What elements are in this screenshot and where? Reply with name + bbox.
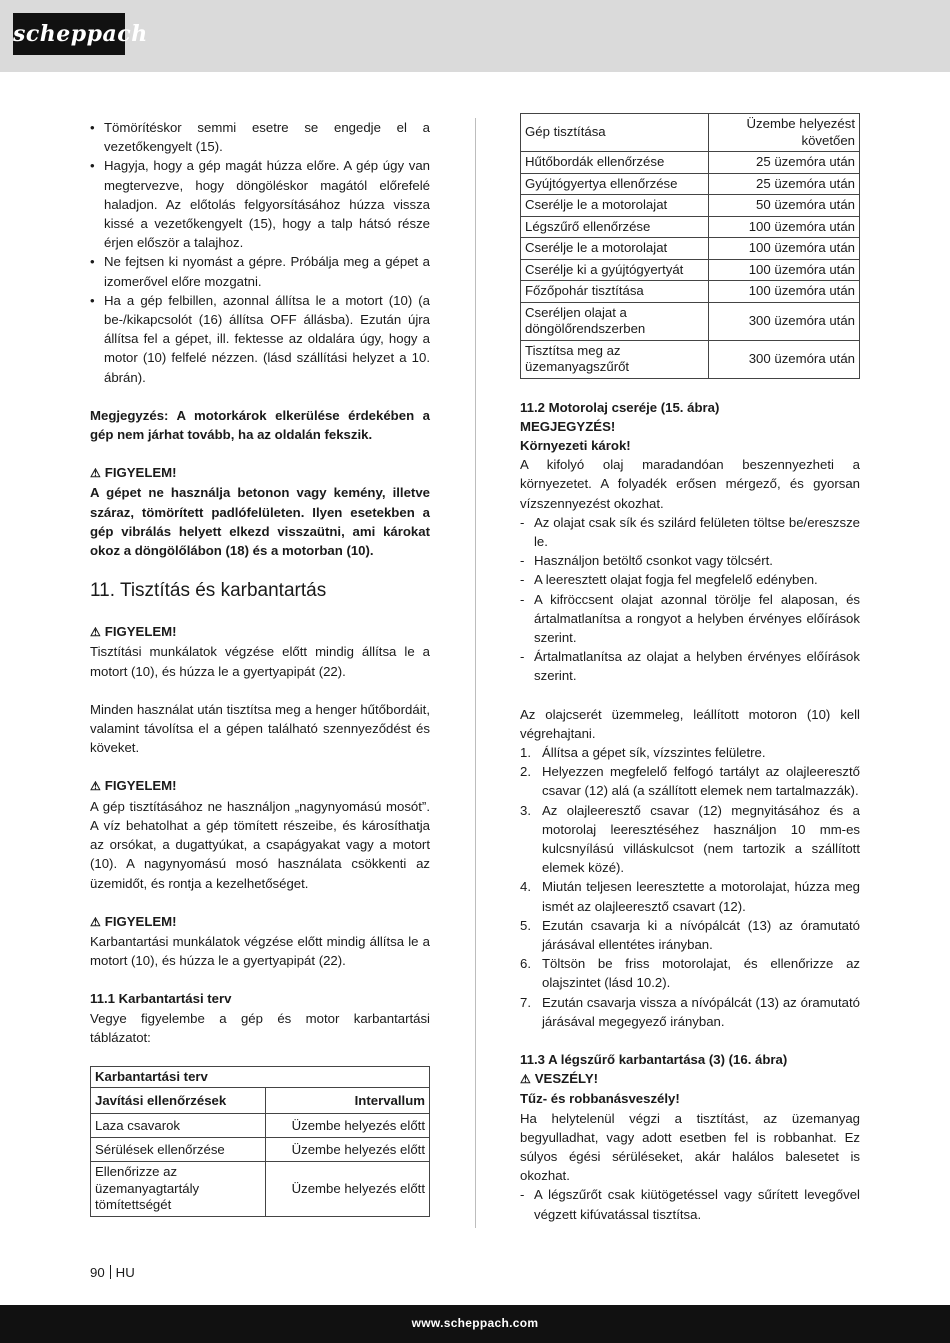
list-item: 4. Miután teljesen leeresztette a motorolajat, húzza meg ismét az olajleeresztő csavart (12). [520, 879, 860, 914]
table-row: Ellenőrizze az üzemanyagtartály tömítettségét Üzembe helyezés előtt [91, 1162, 430, 1217]
air-filter-list [520, 1185, 860, 1223]
table-row: Gyújtógyertya ellenőrzése 25 üzemóra után [521, 173, 860, 195]
bullet-item: • Tömörítéskor semmi esetre se engedje el a vezetőkengyelt (15). [90, 118, 430, 156]
warning-text: A gépet ne használja betonon vagy kemény, illetve száraz, tömörített padlófelületen. Ilyen esetekben a gép vibrálás helyett elkezd visszaütni, ami károkat okoz a döngölőlábon (18) és a motorban (10). [90, 485, 430, 559]
warning-triangle-icon: ⚠ [90, 914, 101, 929]
footer-bar [0, 1305, 950, 1343]
table-header: Intervallum [266, 1088, 430, 1114]
list-item: 6. Töltsön be friss motorolajat, és ellenőrizze az olajszintet (lásd 10.2). [520, 956, 860, 991]
table-title: Karbantartási terv [91, 1066, 430, 1088]
motor-damage-note: Megjegyzés: A motorkárok elkerülése érdekében a gép nem járhat tovább, ha az oldalán fekszik. [90, 407, 430, 443]
list-item: 3. Az olajleeresztő csavar (12) megnyitásához és a motorolaj leeresztéséhez használjon 10 mm-es kulcsnyílású villáskulcsot (nem tartozik a szállított elemek közé). [520, 802, 860, 876]
table-row: Cserélje ki a gyújtógyertyát 100 üzemóra után [521, 259, 860, 281]
table-row: Hűtőbordák ellenőrzése 25 üzemóra után [521, 152, 860, 174]
warning-heading: ⚠ FIGYELEM! [90, 463, 430, 483]
list-item: - Ártalmatlanítsa az olajat a helyben érvényes előírások szerint. [520, 647, 860, 685]
oil-handling-list [520, 513, 860, 686]
warning-triangle-icon: ⚠ [90, 779, 101, 794]
warning-triangle-icon: ⚠ [90, 466, 101, 481]
danger-heading: ⚠ VESZÉLY! [520, 1069, 860, 1089]
warning-heading: ⚠ FIGYELEM! [90, 622, 430, 642]
subsection-title: 11.1 Karbantartási terv [90, 991, 232, 1007]
website-link[interactable]: www.scheppach.com [411, 1316, 539, 1330]
warning-text: Tisztítási munkálatok végzése előtt mindig állítsa le a motort (10), és húzza le a gyertyapipát (22). [90, 644, 430, 679]
list-item: - A leeresztett olajat fogja fel megfelelő edényben. [520, 570, 860, 589]
note-label: MEGJEGYZÉS! [520, 418, 616, 434]
bullet-item: • Ha a gép felbillen, azonnal állítsa le a motort (10) (a be-/kikapcsolót (16) állítsa OFF állásba). Ezután újra állítsa fel a gépet, ill. fektesse az oldalára úgy, hogy a motor (10) felfelé nézzen. (lásd szállítási helyzet a 10. ábrán). [90, 291, 430, 387]
list-item: 7. Ezután csavarja vissza a nívópálcát (13) az óramutató járásával megegyező irányban. [520, 994, 860, 1029]
list-item: - Az olajat csak sík és szilárd felületen töltse be/ereszsze le. [520, 513, 860, 551]
table-header-row: Gép tisztítása Üzembe helyezést követően [521, 114, 860, 152]
warning-triangle-icon: ⚠ [90, 625, 101, 640]
list-item: 5. Ezután csavarja ki a nívópálcát (13) az óramutató járásával ellentétes irányban. [520, 917, 860, 952]
list-item: - Használjon betöltő csonkot vagy tölcsért. [520, 551, 860, 570]
table-row: Cserélje le a motorolajat 50 üzemóra után [521, 195, 860, 217]
warning-text: Karbantartási munkálatok végzése előtt mindig állítsa le a motort (10), és húzza le a gyertyapipát (22). [90, 933, 430, 969]
danger-text: Ha helytelenül végzi a tisztítást, az üzemanyag begyulladhat, vagy adott esetben fel is robbanhat. Ez súlyos égési sérüléseket, akár halálos balesetet is okozhat. [520, 1110, 860, 1184]
list-item: - A kifröccsent olajat azonnal törölje fel alaposan, és ártalmatlanítsa a rongyot a helyben érvényes előírások szerint. [520, 590, 860, 648]
subsection-title: 11.2 Motorolaj cseréje (15. ábra) [520, 399, 720, 415]
scheppach-logo: scheppach [13, 13, 125, 55]
oil-change-steps [520, 743, 860, 1031]
list-item: - A légszűrőt csak kiütögetéssel vagy sűrített levegővel végzett kifúvatással tisztítsa. [520, 1185, 860, 1223]
list-item: 1. Állítsa a gépet sík, vízszintes felületre. [520, 744, 766, 760]
maintenance-plan-table [90, 1066, 430, 1217]
left-column [90, 118, 430, 1217]
section-title: 11. Tisztítás és karbantartás [90, 580, 327, 602]
right-column [520, 113, 860, 1224]
subsection-text: Vegye figyelembe a gép és motor karbantartási táblázatot: [90, 1010, 430, 1045]
table-row: Sérülések ellenőrzése Üzembe helyezés előtt [91, 1138, 430, 1162]
table-row: Laza csavarok Üzembe helyezés előtt [91, 1114, 430, 1138]
warning-text: A gép tisztításához ne használjon „nagynyomású mosót”. A víz behatolhat a gép tömített részeibe, és károsíthatja az orsókat, a dugattyúkat, a csapágyakat vagy a motort (10). A nagynyomású mosó használata csökkenti az üzemidőt, és rontja a kezelhetőséget. [90, 798, 430, 891]
warning-heading: ⚠ FIGYELEM! [90, 912, 430, 932]
table-row: Cserélje le a motorolajat 100 üzemóra után [521, 238, 860, 260]
fire-explosion-label: Tűz- és robbanásveszély! [520, 1091, 680, 1107]
page-header [0, 0, 950, 72]
environment-damage-label: Környezeti károk! [520, 437, 631, 453]
list-item: 2. Helyezzen megfelelő felfogó tartályt az olajleeresztő csavar (12) alá (a szállított elemek nem tartalmazzák). [520, 764, 860, 799]
warning-triangle-icon: ⚠ [520, 1072, 531, 1087]
subsection-title: 11.3 A légszűrő karbantartása (3) (16. ábra) [520, 1052, 788, 1067]
table-row: Főzőpohár tisztítása 100 üzemóra után [521, 281, 860, 303]
bullet-item: • Hagyja, hogy a gép magát húzza előre. A gép úgy van megtervezve, hogy döngöléskor magától előrefelé haladjon. Az előtolás felgyorsításához húzza vissza kissé a vezetőkengyelt (15), hogy a talp hátsó része érjen először a talajhoz. [90, 156, 430, 252]
oil-warning-text: A kifolyó olaj maradandóan beszennyezheti a környezetet. A folyadék erősen mérgező, és gyorsan vízszennyezést okozhat. [520, 457, 860, 511]
cleaning-paragraph: Minden használat után tisztítsa meg a henger hűtőbordáit, valamint távolítsa el a gépen található szennyeződést és köveket. [90, 701, 430, 756]
table-row: Légszűrő ellenőrzése 100 üzemóra után [521, 216, 860, 238]
page-number: 90 HU [90, 1265, 135, 1280]
column-divider [475, 118, 476, 1228]
machine-cleaning-table [520, 113, 860, 379]
table-header: Javítási ellenőrzések [91, 1088, 266, 1114]
bullet-item: • Ne fejtsen ki nyomást a gépre. Próbálja meg a gépet a izomerővel előre mozgatni. [90, 252, 430, 290]
warning-heading: ⚠ FIGYELEM! [90, 776, 430, 796]
usage-bullet-list [90, 118, 430, 387]
table-row: Cseréljen olajat a döngölőrendszerben 300 üzemóra után [521, 302, 860, 340]
oil-change-intro: Az olajcserét üzemmeleg, leállított motoron (10) kell végrehajtani. [520, 706, 860, 741]
table-row: Tisztítsa meg az üzemanyagszűrőt 300 üzemóra után [521, 340, 860, 378]
